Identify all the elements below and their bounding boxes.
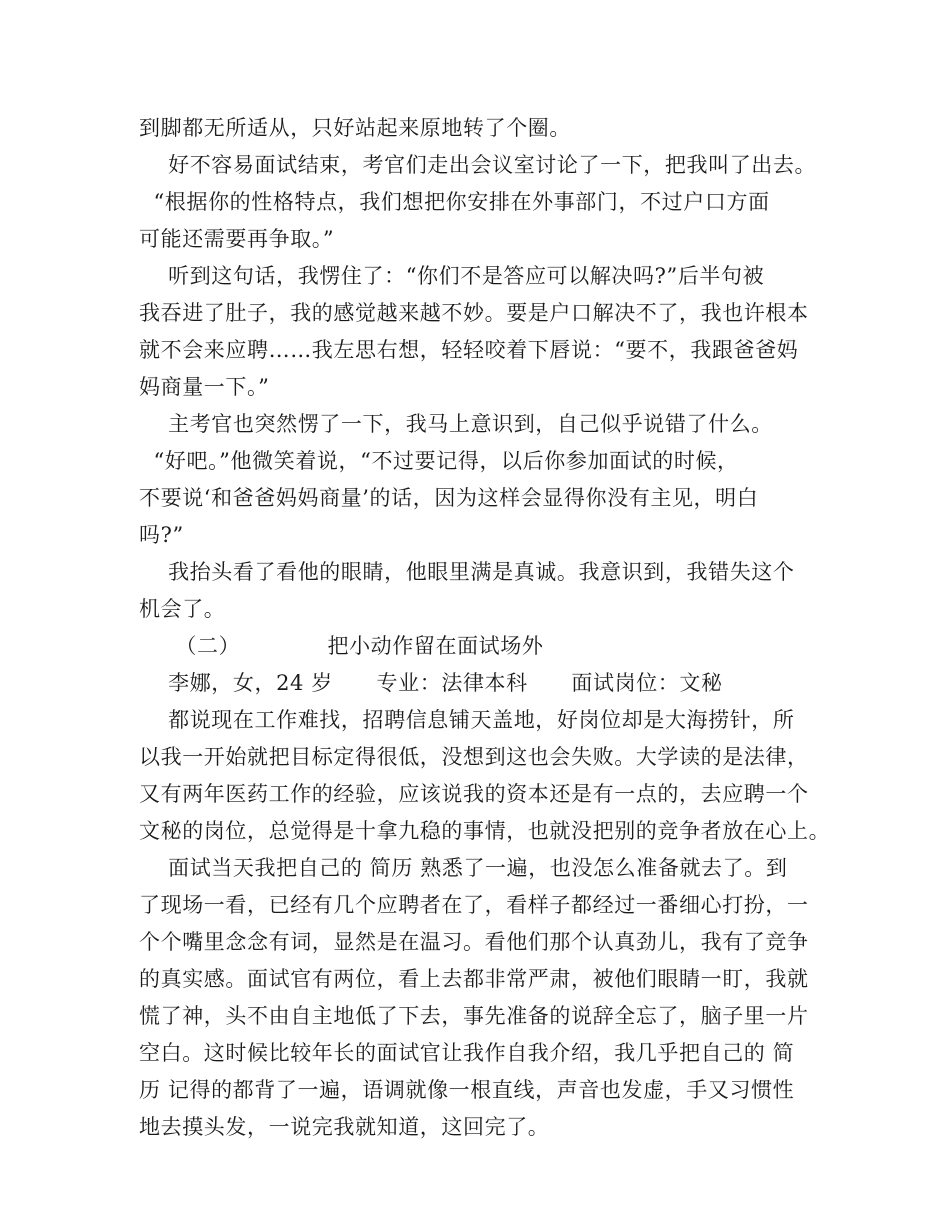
text-line: 了现场一看，已经有几个应聘者在了，看样子都经过一番细心打扮，一 [139,893,809,917]
text-line: 文秘的岗位，总觉得是十拿九稳的事情，也就没把别的竞争者放在心上。 [139,819,831,843]
text-line: 个个嘴里念念有词，显然是在温习。看他们那个认真劲儿，我有了竞争 [139,930,809,954]
text-line: 机会了。 [139,597,226,621]
text-line: 面试当天我把自己的 简历 熟悉了一遍，也没怎么准备就去了。到 [139,856,788,880]
text-line: 听到这句话，我愣住了：“你们不是答应可以解决吗?”后半句被 [139,264,765,288]
text-line: “根据你的性格特点，我们想把你安排在外事部门，不过户口方面 [139,190,770,214]
text-line: 我吞进了肚子，我的感觉越来越不妙。要是户口解决不了，我也许根本 [139,301,809,325]
text-line: 又有两年医药工作的经验，应该说我的资本还是有一点的，去应聘一个 [139,782,809,806]
text-line: 好不容易面试结束，考官们走出会议室讨论了一下，把我叫了出去。 [139,153,817,177]
text-line: 不要说‘和爸爸妈妈商量’的话，因为这样会显得你没有主见，明白 [139,486,759,510]
section-heading: （二） 把小动作留在面试场外 [139,634,544,658]
text-line: 我抬头看了看他的眼睛，他眼里满是真诚。我意识到，我错失这个 [139,560,795,584]
profile-line: 李娜，女，24 岁 专业：法律本科 面试岗位：文秘 [139,671,723,695]
text-line: 空白。这时候比较年长的面试官让我作自我介绍，我几乎把自己的 简 [139,1041,795,1065]
text-line: “好吧。”他微笑着说，“不过要记得，以后你参加面试的时候， [139,449,739,473]
text-line: 的真实感。面试官有两位，看上去都非常严肃，被他们眼睛一盯，我就 [139,967,809,991]
text-line: 妈商量一下。” [139,375,270,399]
text-line: 慌了神，头不由自主地低了下去，事先准备的说辞全忘了，脑子里一片 [139,1004,809,1028]
text-line: 地去摸头发，一说完我就知道，这回完了。 [139,1115,550,1139]
text-line: 以我一开始就把目标定得很低，没想到这也会失败。大学读的是法律， [139,745,809,769]
text-line: 可能还需要再争取。” [139,227,335,251]
text-line: 历 记得的都背了一遍，语调就像一根直线，声音也发虚，手又习惯性 [139,1078,795,1102]
text-line: 到脚都无所适从，只好站起来原地转了个圈。 [139,116,571,140]
text-line: 都说现在工作难找，招聘信息铺天盖地，好岗位却是大海捞针，所 [139,708,795,732]
text-line: 主考官也突然愣了一下，我马上意识到，自己似乎说错了什么。 [139,412,773,436]
text-line: 吗?” [139,523,184,547]
text-line: 就不会来应聘……我左思右想，轻轻咬着下唇说：“要不，我跟爸爸妈 [139,338,799,362]
